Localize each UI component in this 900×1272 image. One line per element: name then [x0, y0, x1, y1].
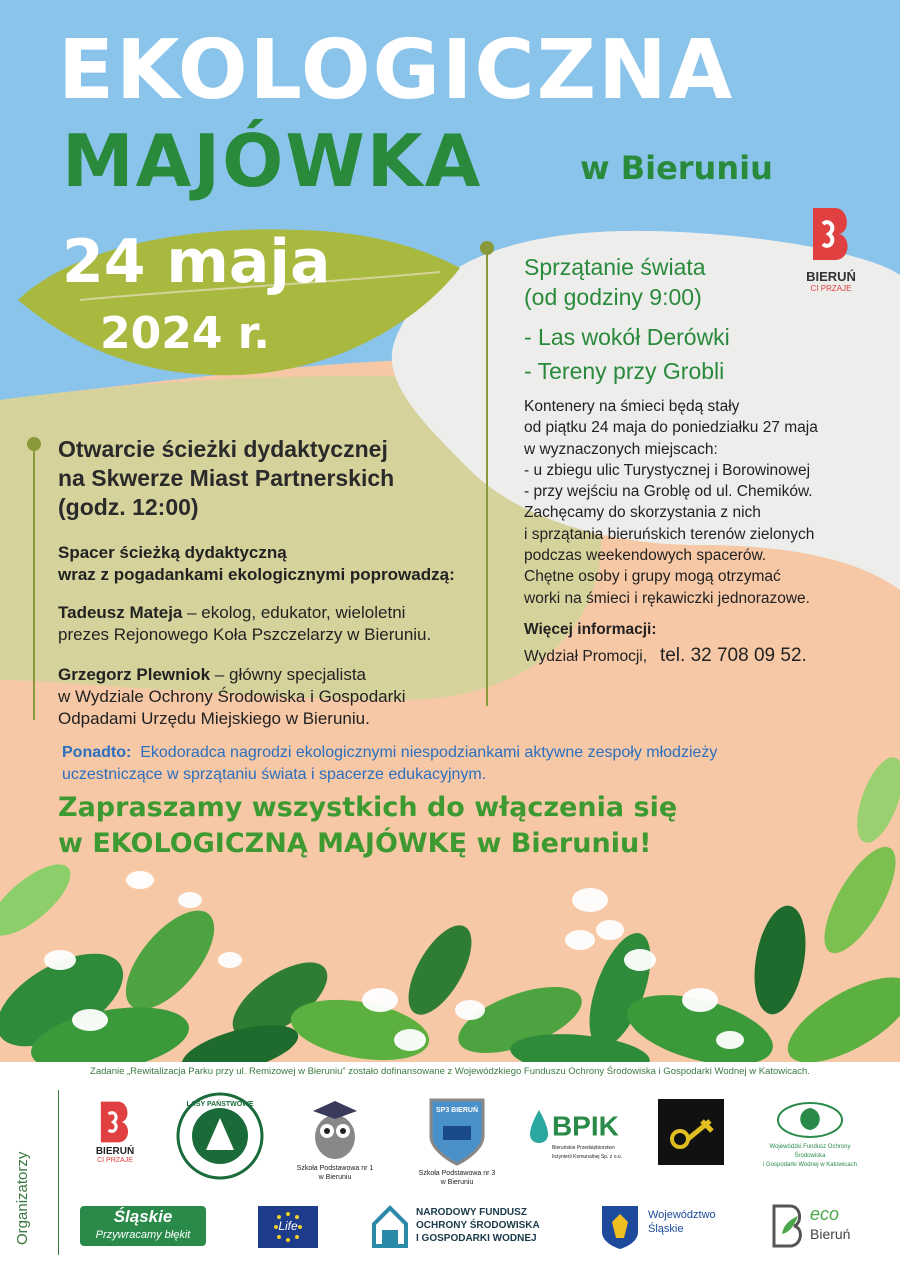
logo-text: i Gospodarki Wodnej w Katowicach: [763, 1162, 857, 1168]
wojewodztwo-logo: [600, 1204, 730, 1250]
right-heading: [524, 252, 706, 312]
tree-emblem-icon: [775, 1100, 845, 1140]
person1-name: Tadeusz Mateja: [58, 603, 183, 622]
bierun-mark-icon: [97, 1100, 133, 1144]
more-info-heading: Więcej informacji:: [524, 621, 657, 638]
nfos-text: [416, 1206, 540, 1245]
person2-role-cont: Odpadami Urzędu Miejskiego w Bieruniu.: [58, 709, 370, 728]
logo-text: OCHRONY ŚRODOWISKA: [416, 1220, 540, 1231]
right-heading-line: (od godziny 9:00): [524, 284, 702, 310]
logo-text: Bieruńskie Przedsiębiorstwo Inżynierii Komunalnej Sp. z o.o.: [552, 1145, 623, 1160]
title-line1: EKOLOGICZNA: [58, 23, 735, 118]
right-body-line: w wyznaczonych miejscach:: [524, 440, 718, 458]
logo-text: BIERUŃ: [95, 1146, 135, 1157]
logo-text: SP3 BIERUŃ: [435, 1107, 478, 1114]
left-intro-line: Spacer ścieżką dydaktyczną: [58, 543, 287, 562]
right-body-line: Kontenery na śmieci będą stały: [524, 398, 740, 415]
person2-role: – główny specjalista: [210, 665, 367, 684]
logo-text: NARODOWY FUNDUSZ: [416, 1207, 527, 1218]
ponadto-text-cont: uczestniczące w sprzątaniu świata i spacerze edukacyjnym.: [62, 766, 487, 783]
bullet-dot: [480, 241, 494, 255]
footer-divider: [58, 1090, 59, 1255]
right-body-line: i sprzątania bieruńskich terenów zielonych: [524, 525, 815, 543]
lasy-panstwowe-logo: [175, 1092, 265, 1183]
logo-text: BPIK: [551, 1110, 619, 1142]
event-date-line2: 2024 r.: [100, 308, 270, 359]
logo-text: Śląskie: [113, 1207, 173, 1226]
eco-bierun-logo: [770, 1204, 870, 1252]
logo-text: Szkoła Podstawowa nr 3: [418, 1170, 496, 1177]
water-drop-icon: [528, 1108, 550, 1144]
funding-note: Zadanie „Rewitalizacja Parku przy ul. Remizowej w Bieruniu” zostało dofinansowane z Wojewódzkiego Funduszu Ochrony Środowiska i Gospodarki Wodnej w Katowicach.: [90, 1066, 810, 1077]
bierun-logo: [796, 206, 866, 293]
logo-text: eco: [810, 1204, 840, 1224]
more-info-contact: [524, 645, 807, 667]
nfos-logo: [372, 1204, 552, 1250]
person1-role-cont: prezes Rejonowego Koła Pszczelarzy w Bieruniu.: [58, 625, 432, 644]
title-line2: MAJÓWKA: [62, 119, 483, 203]
logo-text: Szkoła Podstawowa nr 1: [296, 1165, 374, 1172]
logo-text: Przywracamy błękit: [95, 1229, 191, 1241]
right-body-line: Zachęcamy do skorzystania z nich: [524, 504, 761, 522]
left-heading: [58, 435, 478, 522]
house-emblem-icon: [372, 1204, 408, 1248]
invitation-line: w EKOLOGICZNĄ MAJÓWKĘ w Bieruniu!: [58, 828, 652, 859]
logo-text: Wojewódzki Fundusz Ochrony Środowiska: [769, 1144, 851, 1159]
title-suffix: w Bieruniu: [580, 149, 773, 187]
right-body: [524, 396, 884, 609]
ponadto-text: Ekodoradca nagrodzi ekologicznymi niespodziankami aktywne zespoły młodzieży: [140, 744, 718, 761]
athlete-icon: [658, 1099, 724, 1165]
left-heading-line: Otwarcie ścieżki dydaktycznej: [58, 436, 388, 462]
right-body-line: worki na śmieci i rękawiczki jednorazowe.: [524, 589, 810, 607]
phone-number[interactable]: tel. 32 708 09 52.: [659, 645, 807, 666]
place-item: - Tereny przy Grobli: [524, 358, 725, 384]
logo-text: I GOSPODARKI WODNEJ: [416, 1233, 537, 1244]
logo-text: Bieruń: [810, 1226, 851, 1242]
logo-text: LASY PAŃSTWOWE: [186, 1101, 254, 1108]
eagle-crest-icon: [600, 1204, 640, 1250]
logo-text: CI PRZAJE: [97, 1157, 133, 1164]
person2-role-cont: w Wydziale Ochrony Środowiska i Gospodarki: [58, 687, 406, 706]
right-body-line: - u zbiegu ulic Turystycznej i Borowinowej: [524, 461, 811, 479]
logo-text: Województwo: [648, 1209, 716, 1221]
left-heading-line: na Skwerze Miast Partnerskich: [58, 465, 395, 491]
slaskie-logo: [80, 1206, 206, 1246]
person1: [58, 602, 488, 646]
divider-line: [486, 254, 488, 706]
bullet-dot: [27, 437, 41, 451]
organizers-label: Organizatorzy: [14, 1151, 31, 1245]
ponadto-note: [62, 742, 862, 786]
sp3-logo: [412, 1096, 502, 1187]
logo-text: w Bieruniu: [440, 1179, 474, 1186]
right-body-line: od piątku 24 maja do poniedziałku 27 maja: [524, 419, 818, 437]
bierun-mark-icon: [809, 206, 853, 262]
person1-role: – ekolog, edukator, wieloletni: [182, 603, 406, 622]
right-body-line: - przy wejściu na Groblę od ul. Chemików.: [524, 483, 813, 501]
eco-b-icon: [770, 1204, 804, 1248]
wfos-logo: [755, 1100, 865, 1170]
place-item: - Las wokół Derówki: [524, 324, 730, 350]
owl-icon: [305, 1095, 365, 1161]
right-body-line: Chętne osoby i grupy mogą otrzymać: [524, 568, 781, 586]
right-heading-line: Sprzątanie świata: [524, 254, 706, 280]
ponadto-label: Ponadto:: [62, 744, 132, 761]
event-date-line1: 24 maja: [62, 227, 331, 297]
invitation-line: Zapraszamy wszystkich do włączenia się: [58, 792, 678, 823]
person2: [58, 664, 488, 730]
logo-text: w Bieruniu: [318, 1174, 352, 1181]
logo-text: Śląskie: [648, 1223, 684, 1235]
left-intro-line: wraz z pogadankami ekologicznymi poprowadzą:: [58, 565, 455, 584]
more-info-dept: Wydział Promocji,: [524, 648, 648, 665]
wojewodztwo-text: [648, 1208, 716, 1236]
right-body-line: podczas weekendowych spacerów.: [524, 547, 767, 565]
bierun-footer-logo: [80, 1100, 150, 1165]
black-logo: [658, 1099, 724, 1165]
left-heading-line: (godz. 12:00): [58, 494, 199, 520]
bpik-logo: [528, 1108, 632, 1162]
divider-line: [33, 450, 35, 720]
sp1-logo: [290, 1095, 380, 1182]
eu-life-logo: [258, 1206, 318, 1248]
person2-name: Grzegorz Plewniok: [58, 665, 211, 684]
logo-text: Life: [278, 1219, 298, 1233]
bierun-logo-tagline: CI PRZAJE: [810, 284, 852, 293]
invitation: [58, 790, 677, 862]
bierun-logo-name: BIERUŃ: [806, 269, 856, 284]
left-intro: [58, 542, 488, 586]
